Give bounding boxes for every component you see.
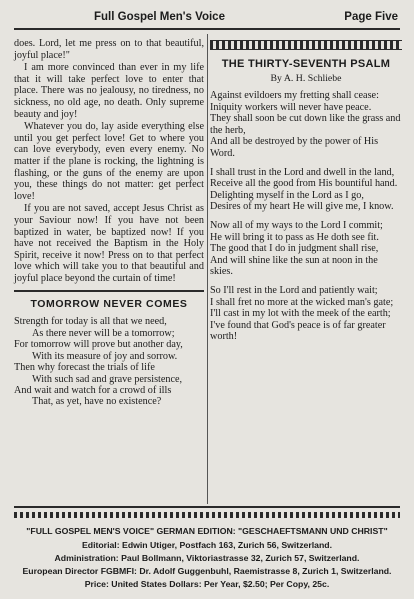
stanza-4 <box>210 285 402 343</box>
stanza-line: Desires of my heart He will give me, I know. <box>210 201 394 213</box>
left-column <box>14 38 204 408</box>
poem-line-5: Then why forecast the trials of life <box>14 362 155 374</box>
poem-line-6: With such sad and grave persistence, <box>32 373 183 385</box>
publication-footer <box>14 506 400 594</box>
stanza-3 <box>210 220 402 278</box>
stanza-line: They shall soon be cut down like the grass and the herb, <box>210 113 401 136</box>
left-paragraph-1: does. Lord, let me press on to that beautiful, joyful place!" <box>14 38 204 61</box>
poem-line-1: Strength for today is all that we need, <box>14 316 167 328</box>
stanza-line: He will bring it to pass as He doth see fit. <box>210 231 379 243</box>
footer-edition: "FULL GOSPEL MEN'S VOICE" GERMAN EDITION: "GESCHAEFTSMANN UND CHRIST" <box>26 526 388 536</box>
stanza-line: Receive all the good from His bountiful hand. <box>210 178 398 190</box>
poem-line-4: With its measure of joy and sorrow. <box>32 350 178 362</box>
left-paragraph-2: I am more convinced than ever in my life that it will take perfect love to enter that place. There was no jealousy, no tiredness, no sickness, no old age, no death. Only supreme beauty and joy! <box>14 62 204 120</box>
stanza-1 <box>210 90 402 160</box>
column-divider <box>207 34 208 504</box>
stanza-line: So I'll rest in the Lord and patiently wait; <box>210 284 378 296</box>
stanza-line: I've found that God's peace is of far greater worth! <box>210 319 386 343</box>
psalm-title: THE THIRTY-SEVENTH PSALM <box>221 58 391 70</box>
stanza-line: Iniquity workers will never have peace. <box>210 101 372 113</box>
ornament-border <box>210 40 402 50</box>
footer-price: Price: United States Dollars: Per Year, $2.50; Per Copy, 25c. <box>84 579 330 589</box>
stanza-line: Against evildoers my fretting shall cease: <box>210 90 379 101</box>
footer-director: European Director FGBMFI: Dr. Adolf Guggenbuhl, Raemistrasse 8, Zurich 1, Switzerland. <box>22 566 392 576</box>
header-title: Full Gospel Men's Voice <box>94 11 225 23</box>
left-paragraph-4: If you are not saved, accept Jesus Christ as your Saviour now! If you have not been baptized in water, be baptized now! If you have not received the Baptism in the Holy Spirit, receive it now! Press on to that perfect love which will take you to that beautiful and joyful place beyond the curtain of time! <box>14 203 204 284</box>
poem-line-8: That, as yet, have no existence? <box>32 396 162 408</box>
stanza-line: And all be destroyed by the power of His Word. <box>210 136 379 159</box>
page-header <box>14 6 400 30</box>
stanza-line: I shall fret no more at the wicked man's gate; <box>210 296 394 308</box>
stanza-line: The good that I do in judgment shall rise, <box>210 243 379 255</box>
section-divider <box>14 290 204 292</box>
stanza-line: Now all of my ways to the Lord I commit; <box>210 219 383 231</box>
stanza-line: Delighting myself in the Lord as I go, <box>210 189 364 201</box>
footer-editorial: Editorial: Edwin Utiger, Postfach 163, Zurich 56, Switzerland. <box>81 540 333 550</box>
footer-administration: Administration: Paul Bollmann, Viktoriastrasse 32, Zurich 57, Switzerland. <box>54 553 360 563</box>
footer-ornament <box>14 512 400 518</box>
stanza-line: I'll cast in my lot with the meek of the earth; <box>210 308 391 320</box>
stanza-line: I shall trust in the Lord and dwell in the land, <box>210 166 395 178</box>
poem-line-2: As there never will be a tomorrow; <box>32 327 175 339</box>
poem-line-7: And wait and watch for a crowd of ills <box>14 384 172 396</box>
psalm-author: By A. H. Schliebe <box>270 73 342 84</box>
header-page-number: Page Five <box>344 11 398 23</box>
right-column <box>210 38 402 350</box>
poem-title: TOMORROW NEVER COMES <box>30 298 188 311</box>
stanza-2 <box>210 167 402 213</box>
poem-line-3: For tomorrow will prove but another day, <box>14 339 183 351</box>
stanza-line: And will shine like the sun at noon in the skies. <box>210 254 378 278</box>
left-paragraph-3: Whatever you do, lay aside everything else until you get perfect love! Get to where you can love everybody, even every enemy. No matter if the plane is rocking, the lightning is flashing, or the guns of the enemy are upon you, these things do not matter: get perfect love! <box>14 121 204 202</box>
